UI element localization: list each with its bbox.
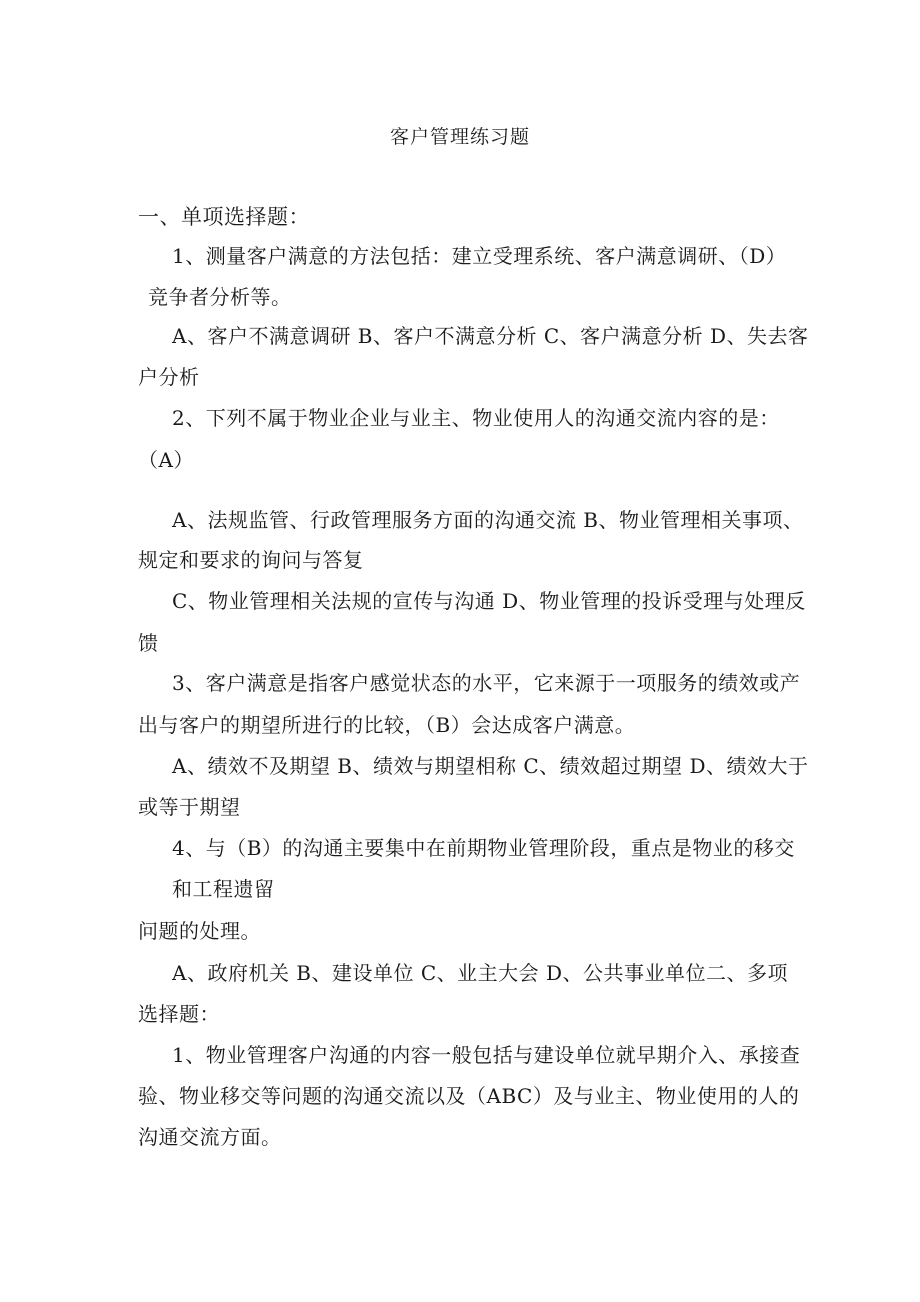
q3-text-line1: 3、客户满意是指客户感觉状态的水平，它来源于一项服务的绩效或产 [172,671,801,695]
q2-options-line1: A、法规监管、行政管理服务方面的沟通交流 B、物业管理相关事项、 [172,508,804,532]
q4-text-line3: 问题的处理。 [138,919,261,943]
mq1-text-line3: 沟通交流方面。 [138,1125,282,1149]
q4-text-line2: 和工程遗留 [172,877,275,901]
q1-text-line1: 1、测量客户满意的方法包括：建立受理系统、客户满意调研、（D） [172,244,787,268]
q2-text-line1: 2、下列不属于物业企业与业主、物业使用人的沟通交流内容的是： [172,406,780,430]
q2-options-line4: 馈 [138,631,159,655]
q4-options-line2: 选择题： [138,1002,220,1026]
q3-options-line2: 或等于期望 [138,795,241,819]
q2-text-line2: （A） [138,448,194,472]
q2-options-line2: 规定和要求的询问与答复 [138,548,364,572]
mq1-text-line1: 1、物业管理客户沟通的内容一般包括与建设单位就早期介入、承接查 [172,1043,801,1067]
section-heading-single-choice: 一、单项选择题： [138,205,310,229]
q3-options-line1: A、绩效不及期望 B、绩效与期望相称 C、绩效超过期望 D、绩效大于 [172,754,809,778]
mq1-text-line2: 验、物业移交等问题的沟通交流以及（ABC）及与业主、物业使用的人的 [138,1084,800,1108]
q1-options-line2: 户分析 [138,365,200,389]
page-title: 客户管理练习题 [389,126,530,148]
q4-text-line1: 4、与（B）的沟通主要集中在前期物业管理阶段，重点是物业的移交 [172,836,795,860]
q3-text-line2: 出与客户的期望所进行的比较，（B）会达成客户满意。 [138,713,636,737]
q1-options-line1: A、客户不满意调研 B、客户不满意分析 C、客户满意分析 D、失去客 [172,324,809,348]
q1-text-line2: 竞争者分析等。 [148,285,292,309]
q4-options-line1: A、政府机关 B、建设单位 C、业主大会 D、公共事业单位二、多项 [172,961,789,985]
q2-options-line3: C、物业管理相关法规的宣传与沟通 D、物业管理的投诉受理与处理反 [172,589,806,613]
